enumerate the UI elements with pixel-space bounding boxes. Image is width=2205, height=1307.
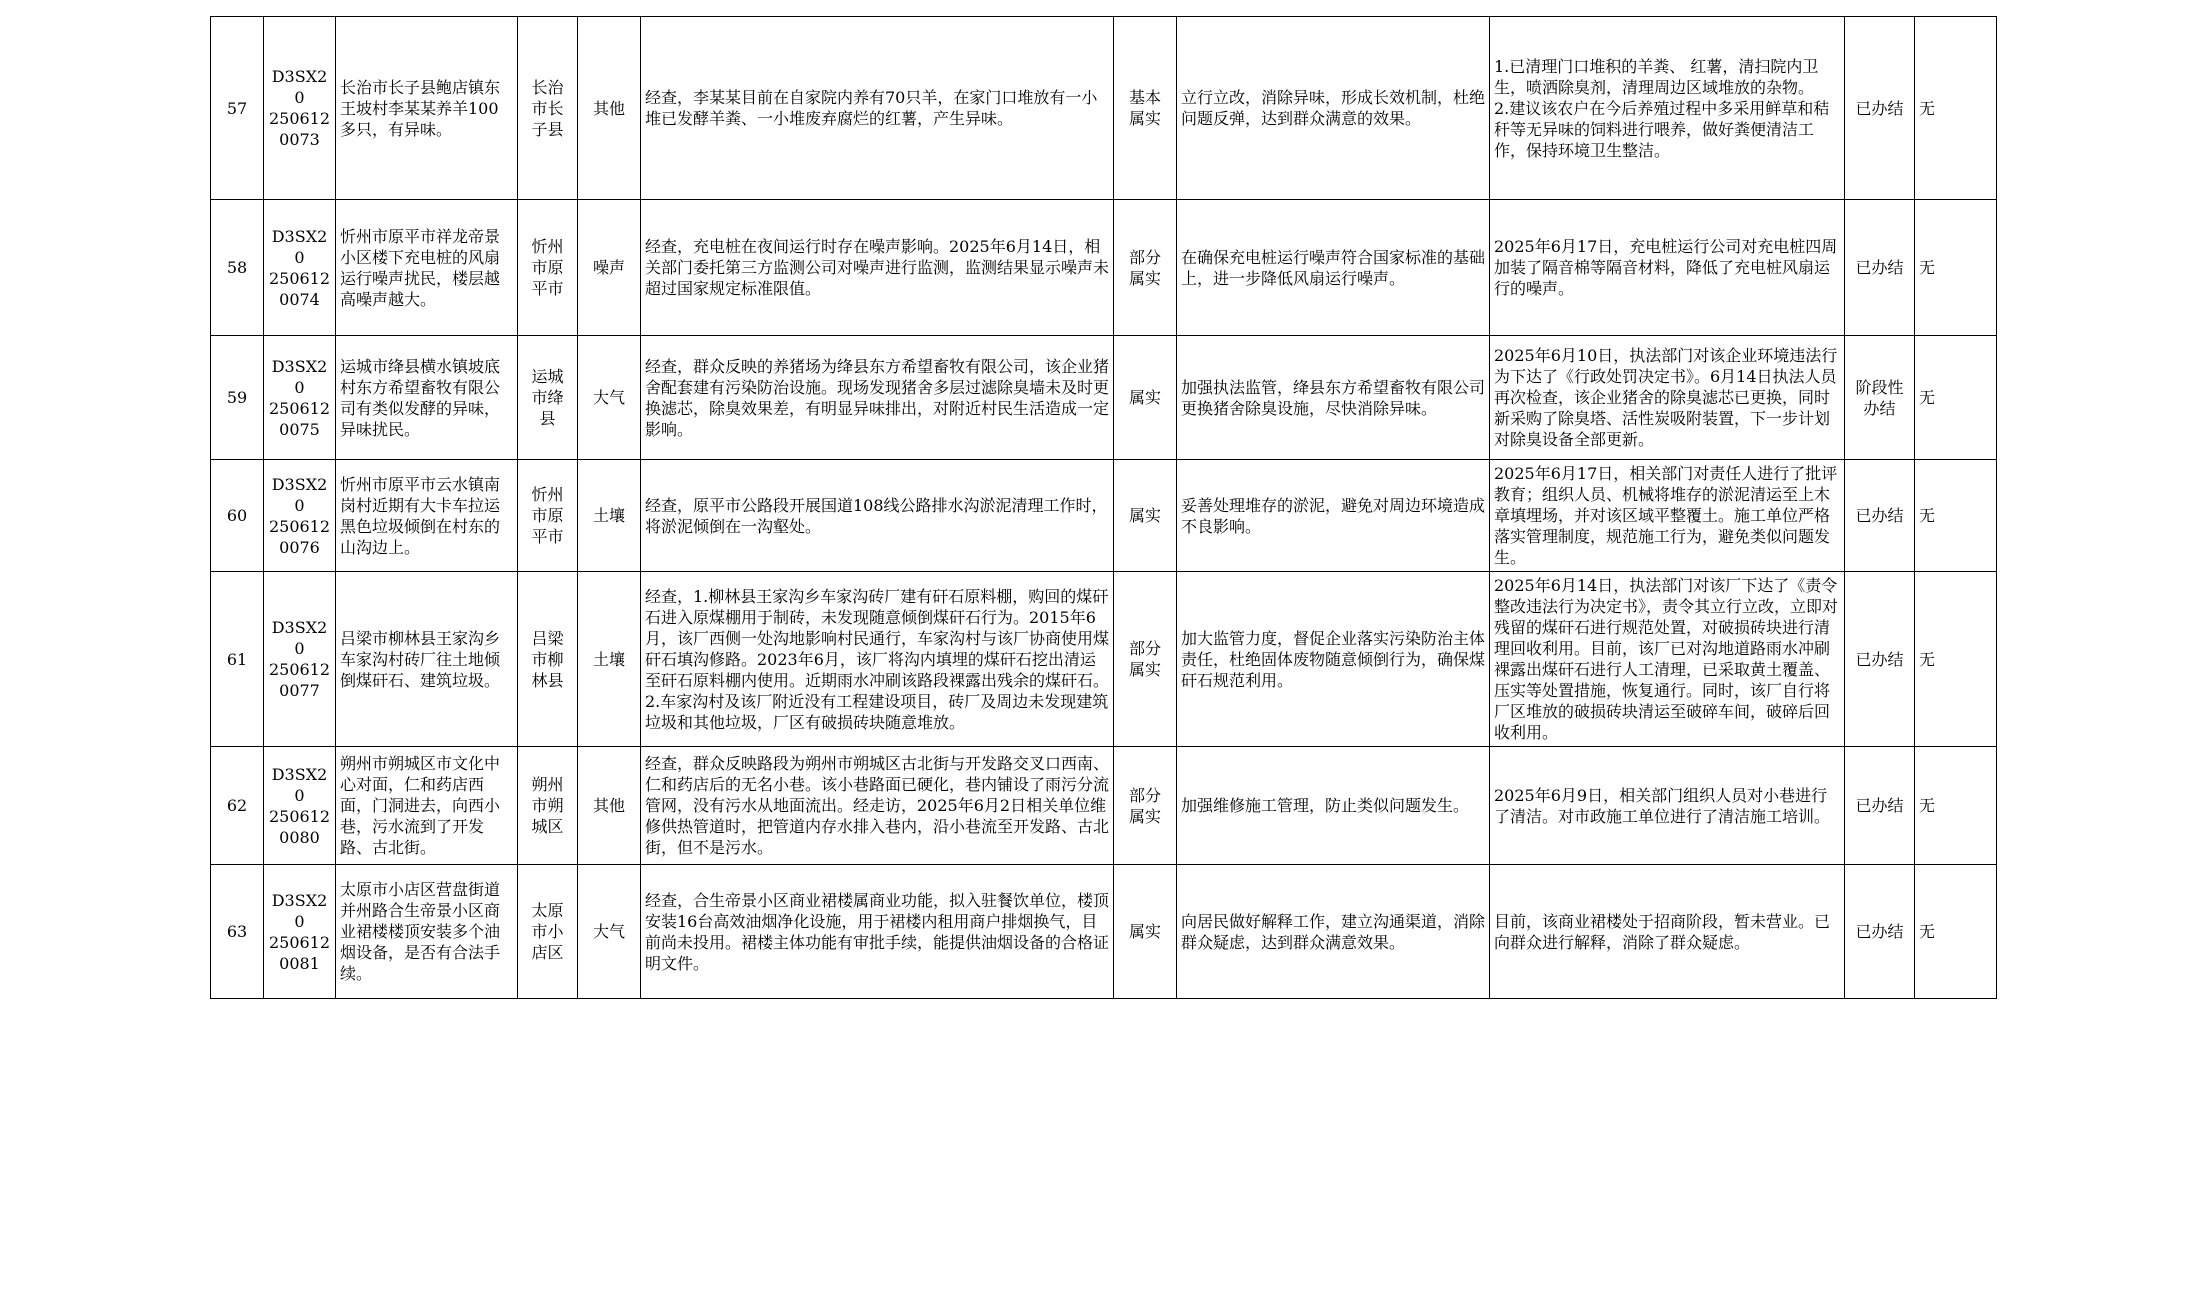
complaint-content-cell xyxy=(336,200,518,336)
table-row xyxy=(211,17,1997,200)
region-cell xyxy=(518,865,578,999)
status-cell xyxy=(1845,200,1915,336)
region-cell xyxy=(518,747,578,865)
row-number-cell-text: 59 xyxy=(226,388,248,407)
accountability-cell xyxy=(1915,865,1997,999)
status-cell-text: 已办结 xyxy=(1855,922,1904,941)
rectification-result-cell-text: 目前，该商业裙楼处于招商阶段，暂未营业。已向群众进行解释，消除了群众疑虑。 xyxy=(1494,911,1831,952)
accountability-cell-text: 无 xyxy=(1919,922,1936,941)
rectification-result-cell xyxy=(1490,17,1845,200)
rectification-result-cell-text: 1.已清理门口堆积的羊粪、 红薯，清扫院内卫生，喷洒除臭剂，清理周边区域堆放的杂物。 2.建议该农户在今后养殖过程中多采用鲜草和秸秆等无异味的饲料进行喂养，做好粪便清洁工作，保持环境卫生整洁。 xyxy=(1494,56,1830,160)
status-cell-text: 已办结 xyxy=(1855,649,1904,669)
rectification-plan-cell xyxy=(1177,460,1490,572)
row-number-cell-text: 57 xyxy=(226,98,248,118)
verdict-cell xyxy=(1114,336,1177,460)
table-body xyxy=(211,17,1997,999)
investigation-finding-cell xyxy=(641,17,1114,200)
status-cell-text: 已办结 xyxy=(1855,796,1904,815)
pollution-type-cell xyxy=(578,336,641,460)
pollution-type-cell-text: 土壤 xyxy=(592,649,625,669)
status-cell xyxy=(1845,17,1915,200)
case-code-cell-text: D3SX20 250612 0073 xyxy=(268,67,331,149)
complaint-content-cell xyxy=(336,460,518,572)
region-cell-text: 长治 市长 子县 xyxy=(531,77,564,139)
case-code-cell xyxy=(264,747,336,865)
pollution-type-cell xyxy=(578,460,641,572)
verdict-cell xyxy=(1114,460,1177,572)
rectification-result-cell-text: 2025年6月10日，执法部门对该企业环境违法行为下达了《行政处罚决定书》。6月14日执法人员再次检查，该企业猪舍的除臭滤芯已更换，同时新采购了除臭塔、活性炭吸附装置，下一步计划对除臭设备全部更新。 xyxy=(1494,346,1838,449)
accountability-cell xyxy=(1915,460,1997,572)
case-code-cell xyxy=(264,336,336,460)
rectification-result-cell xyxy=(1490,460,1845,572)
row-number-cell-text: 62 xyxy=(226,796,248,815)
row-number-cell-text: 58 xyxy=(226,258,248,277)
complaint-content-cell xyxy=(336,336,518,460)
rectification-plan-cell-text: 向居民做好解释工作，建立沟通渠道，消除群众疑虑，达到群众满意效果。 xyxy=(1181,911,1486,952)
case-code-cell-text: D3SX20 250612 0076 xyxy=(268,474,331,557)
case-code-cell xyxy=(264,865,336,999)
investigation-finding-cell xyxy=(641,572,1114,747)
accountability-cell-text: 无 xyxy=(1919,506,1936,525)
verdict-cell-text: 部分 属实 xyxy=(1128,247,1161,288)
case-code-cell-text: D3SX20 250612 0081 xyxy=(268,890,331,973)
rectification-result-cell xyxy=(1490,200,1845,336)
verdict-cell xyxy=(1114,865,1177,999)
investigation-finding-cell xyxy=(641,865,1114,999)
investigation-finding-cell xyxy=(641,200,1114,336)
status-cell-text: 已办结 xyxy=(1855,258,1904,277)
verdict-cell-text: 属实 xyxy=(1128,506,1161,525)
case-code-cell-text: D3SX20 250612 0074 xyxy=(268,226,331,309)
case-code-cell-text: D3SX20 250612 0075 xyxy=(268,356,331,439)
region-cell xyxy=(518,336,578,460)
case-code-cell-text: D3SX20 250612 0080 xyxy=(268,764,331,847)
verdict-cell xyxy=(1114,17,1177,200)
region-cell xyxy=(518,200,578,336)
accountability-cell-text: 无 xyxy=(1919,649,1936,669)
rectification-plan-cell xyxy=(1177,747,1490,865)
complaint-content-cell xyxy=(336,747,518,865)
pollution-type-cell xyxy=(578,747,641,865)
complaint-content-cell xyxy=(336,17,518,200)
table-row xyxy=(211,865,1997,999)
rectification-result-cell-text: 2025年6月17日，充电桩运行公司对充电桩四周加装了隔音棉等隔音材料，降低了充电桩风扇运行的噪声。 xyxy=(1494,237,1838,298)
pollution-type-cell xyxy=(578,865,641,999)
investigation-finding-cell-text: 经查，群众反映的养猪场为绛县东方希望畜牧有限公司，该企业猪舍配套建有污染防治设施。现场发现猪舍多层过滤除臭墙未及时更换滤芯，除臭效果差，有明显异味排出，对附近村民生活造成一定影响。 xyxy=(645,356,1110,439)
investigation-finding-cell-text: 经查，原平市公路段开展国道108线公路排水沟淤泥清理工作时，将淤泥倾倒在一沟壑处。 xyxy=(645,495,1108,536)
status-cell xyxy=(1845,865,1915,999)
rectification-plan-cell-text: 妥善处理堆存的淤泥，避免对周边环境造成不良影响。 xyxy=(1181,495,1486,536)
accountability-cell xyxy=(1915,17,1997,200)
region-cell xyxy=(518,17,578,200)
complaint-content-cell-text: 忻州市原平市云水镇南岗村近期有大卡车拉运黑色垃圾倾倒在村东的山沟边上。 xyxy=(340,474,501,557)
accountability-cell-text: 无 xyxy=(1919,98,1936,118)
region-cell-text: 朔州 市朔 城区 xyxy=(531,775,564,836)
accountability-cell-text: 无 xyxy=(1919,388,1936,407)
table-row xyxy=(211,572,1997,747)
accountability-cell xyxy=(1915,336,1997,460)
investigation-finding-cell-text: 经查，合生帝景小区商业裙楼属商业功能，拟入驻餐饮单位，楼顶安装16台高效油烟净化设施，用于裙楼内租用商户排烟换气，目前尚未投用。裙楼主体功能有审批手续，能提供油烟设备的合格证明文件。 xyxy=(645,890,1110,973)
rectification-plan-cell-text: 立行立改，消除异味，形成长效机制，杜绝问题反弹，达到群众满意的效果。 xyxy=(1181,88,1486,128)
verdict-cell xyxy=(1114,572,1177,747)
rectification-result-cell xyxy=(1490,747,1845,865)
pollution-type-cell-text: 其他 xyxy=(592,796,625,815)
verdict-cell-text: 属实 xyxy=(1128,922,1161,941)
verdict-cell-text: 部分 属实 xyxy=(1128,639,1161,679)
table-row xyxy=(211,747,1997,865)
investigation-finding-cell xyxy=(641,460,1114,572)
row-number-cell-text: 60 xyxy=(226,506,248,525)
case-code-cell xyxy=(264,460,336,572)
rectification-plan-cell-text: 在确保充电桩运行噪声符合国家标准的基础上，进一步降低风扇运行噪声。 xyxy=(1181,247,1486,288)
row-number-cell-text: 63 xyxy=(226,922,248,941)
row-number-cell xyxy=(211,747,264,865)
accountability-cell-text: 无 xyxy=(1919,796,1936,815)
region-cell xyxy=(518,460,578,572)
region-cell-text: 太原 市小 店区 xyxy=(531,901,564,962)
rectification-result-cell xyxy=(1490,572,1845,747)
complaint-content-cell-text: 忻州市原平市祥龙帝景小区楼下充电桩的风扇运行噪声扰民，楼层越高噪声越大。 xyxy=(340,226,501,309)
row-number-cell xyxy=(211,336,264,460)
complaint-content-cell xyxy=(336,865,518,999)
case-code-cell xyxy=(264,17,336,200)
table-row xyxy=(211,200,1997,336)
rectification-result-cell xyxy=(1490,865,1845,999)
accountability-cell xyxy=(1915,200,1997,336)
investigation-finding-cell xyxy=(641,336,1114,460)
pollution-type-cell xyxy=(578,572,641,747)
pollution-type-cell-text: 土壤 xyxy=(592,506,625,525)
region-cell xyxy=(518,572,578,747)
table-row xyxy=(211,460,1997,572)
investigation-finding-cell-text: 经查，李某某目前在自家院内养有70只羊，在家门口堆放有一小堆已发酵羊粪、一小堆废弃腐烂的红薯，产生异味。 xyxy=(645,88,1098,128)
complaint-content-cell-text: 长治市长子县鲍店镇东王坡村李某某养羊100多只，有异味。 xyxy=(340,77,501,139)
complaint-content-cell xyxy=(336,572,518,747)
rectification-result-cell xyxy=(1490,336,1845,460)
row-number-cell xyxy=(211,572,264,747)
pollution-type-cell xyxy=(578,200,641,336)
status-cell xyxy=(1845,336,1915,460)
table-row xyxy=(211,336,1997,460)
rectification-plan-cell-text: 加强执法监管，绛县东方希望畜牧有限公司更换猪舍除臭设施，尽快消除异味。 xyxy=(1181,377,1486,418)
status-cell-text: 已办结 xyxy=(1855,98,1904,118)
pollution-type-cell-text: 噪声 xyxy=(592,258,625,277)
complaint-content-cell-text: 运城市绛县横水镇坡底村东方希望畜牧有限公司有类似发酵的异味，异味扰民。 xyxy=(340,356,501,439)
accountability-cell xyxy=(1915,747,1997,865)
rectification-plan-cell xyxy=(1177,200,1490,336)
complaint-content-cell-text: 太原市小店区营盘街道并州路合生帝景小区商业裙楼楼顶安装多个油烟设备，是否有合法手续。 xyxy=(340,880,501,983)
investigation-finding-cell xyxy=(641,747,1114,865)
status-cell-text: 阶段性 办结 xyxy=(1855,377,1904,418)
rectification-plan-cell xyxy=(1177,17,1490,200)
investigation-finding-cell-text: 经查，充电桩在夜间运行时存在噪声影响。2025年6月14日，相关部门委托第三方监测公司对噪声进行监测，监测结果显示噪声未超过国家规定标准限值。 xyxy=(645,237,1110,298)
region-cell-text: 运城 市绛 县 xyxy=(531,367,564,428)
pollution-type-cell-text: 大气 xyxy=(592,922,625,941)
region-cell-text: 忻州 市原 平市 xyxy=(531,237,564,298)
status-cell-text: 已办结 xyxy=(1855,506,1904,525)
row-number-cell xyxy=(211,17,264,200)
case-code-cell xyxy=(264,200,336,336)
rectification-result-cell-text: 2025年6月17日，相关部门对责任人进行了批评教育；组织人员、机械将堆存的淤泥清运至上木章填埋场，并对该区域平整覆土。施工单位严格落实管理制度，规范施工行为，避免类似问题发生。 xyxy=(1494,464,1838,567)
status-cell xyxy=(1845,460,1915,572)
investigation-finding-cell-text: 经查，群众反映路段为朔州市朔城区古北街与开发路交叉口西南、仁和药店后的无名小巷。该小巷路面已硬化，巷内铺设了雨污分流管网，没有污水从地面流出。经走访，2025年6月2日相关单位维修供热管道时，把管道内存水排入巷内，沿小巷流至开发路、古北街，但不是污水。 xyxy=(645,754,1110,857)
row-number-cell xyxy=(211,460,264,572)
verdict-cell-text: 属实 xyxy=(1128,388,1161,407)
rectification-plan-cell-text: 加大监管力度，督促企业落实污染防治主体责任，杜绝固体废物随意倾倒行为，确保煤矸石规范利用。 xyxy=(1181,628,1486,690)
row-number-cell-text: 61 xyxy=(226,649,248,669)
status-cell xyxy=(1845,747,1915,865)
rectification-plan-cell xyxy=(1177,336,1490,460)
row-number-cell xyxy=(211,200,264,336)
pollution-type-cell-text: 大气 xyxy=(592,388,625,407)
case-code-cell-text: D3SX20 250612 0077 xyxy=(268,618,331,700)
rectification-plan-cell xyxy=(1177,572,1490,747)
investigation-finding-cell-text: 经查，1.柳林县王家沟乡车家沟砖厂建有矸石原料棚，购回的煤矸石进入原煤棚用于制砖，未发现随意倾倒煤矸石行为。2015年6月，该厂西侧一处沟地影响村民通行，车家沟村与该厂协商使用煤矸石填沟修路。2023年6月，该厂将沟内填埋的煤矸石挖出清运至矸石原料棚内使用。近期雨水冲刷该路段裸露出残余的煤矸石。 2.车家沟村及该厂附近没有工程建设项目，砖厂及周边未发现建筑垃圾和其他垃圾，厂区有破损砖块随意堆放。 xyxy=(645,586,1110,732)
pollution-type-cell xyxy=(578,17,641,200)
complaint-content-cell-text: 吕梁市柳林县王家沟乡车家沟村砖厂往土地倾倒煤矸石、建筑垃圾。 xyxy=(340,628,501,690)
verdict-cell xyxy=(1114,747,1177,865)
complaint-content-cell-text: 朔州市朔城区市文化中心对面，仁和药店西面，门洞进去，向西小巷，污水流到了开发路、古北街。 xyxy=(340,754,501,857)
verdict-cell-text: 基本 属实 xyxy=(1128,88,1161,128)
accountability-cell-text: 无 xyxy=(1919,258,1936,277)
rectification-result-cell-text: 2025年6月9日，相关部门组织人员对小巷进行了清洁。对市政施工单位进行了清洁施工培训。 xyxy=(1494,785,1831,826)
pollution-type-cell-text: 其他 xyxy=(592,98,625,118)
rectification-result-cell-text: 2025年6月14日，执法部门对该厂下达了《责令整改违法行为决定书》，责令其立行立改，立即对残留的煤矸石进行规范处置，对破损砖块进行清理回收利用。目前，该厂已对沟地道路雨水冲刷裸露出煤矸石进行人工清理，已采取黄土覆盖、压实等处置措施，恢复通行。同时，该厂自行将厂区堆放的破损砖块清运至破碎车间，破碎后回收利用。 xyxy=(1494,576,1839,742)
verdict-cell-text: 部分 属实 xyxy=(1128,785,1161,826)
document-page xyxy=(210,16,1996,999)
rectification-plan-cell xyxy=(1177,865,1490,999)
row-number-cell xyxy=(211,865,264,999)
region-cell-text: 吕梁 市柳 林县 xyxy=(531,628,564,690)
accountability-cell xyxy=(1915,572,1997,747)
case-code-cell xyxy=(264,572,336,747)
verdict-cell xyxy=(1114,200,1177,336)
complaint-table xyxy=(210,16,1997,999)
region-cell-text: 忻州 市原 平市 xyxy=(531,485,564,546)
rectification-plan-cell-text: 加强维修施工管理，防止类似问题发生。 xyxy=(1181,796,1470,815)
status-cell xyxy=(1845,572,1915,747)
